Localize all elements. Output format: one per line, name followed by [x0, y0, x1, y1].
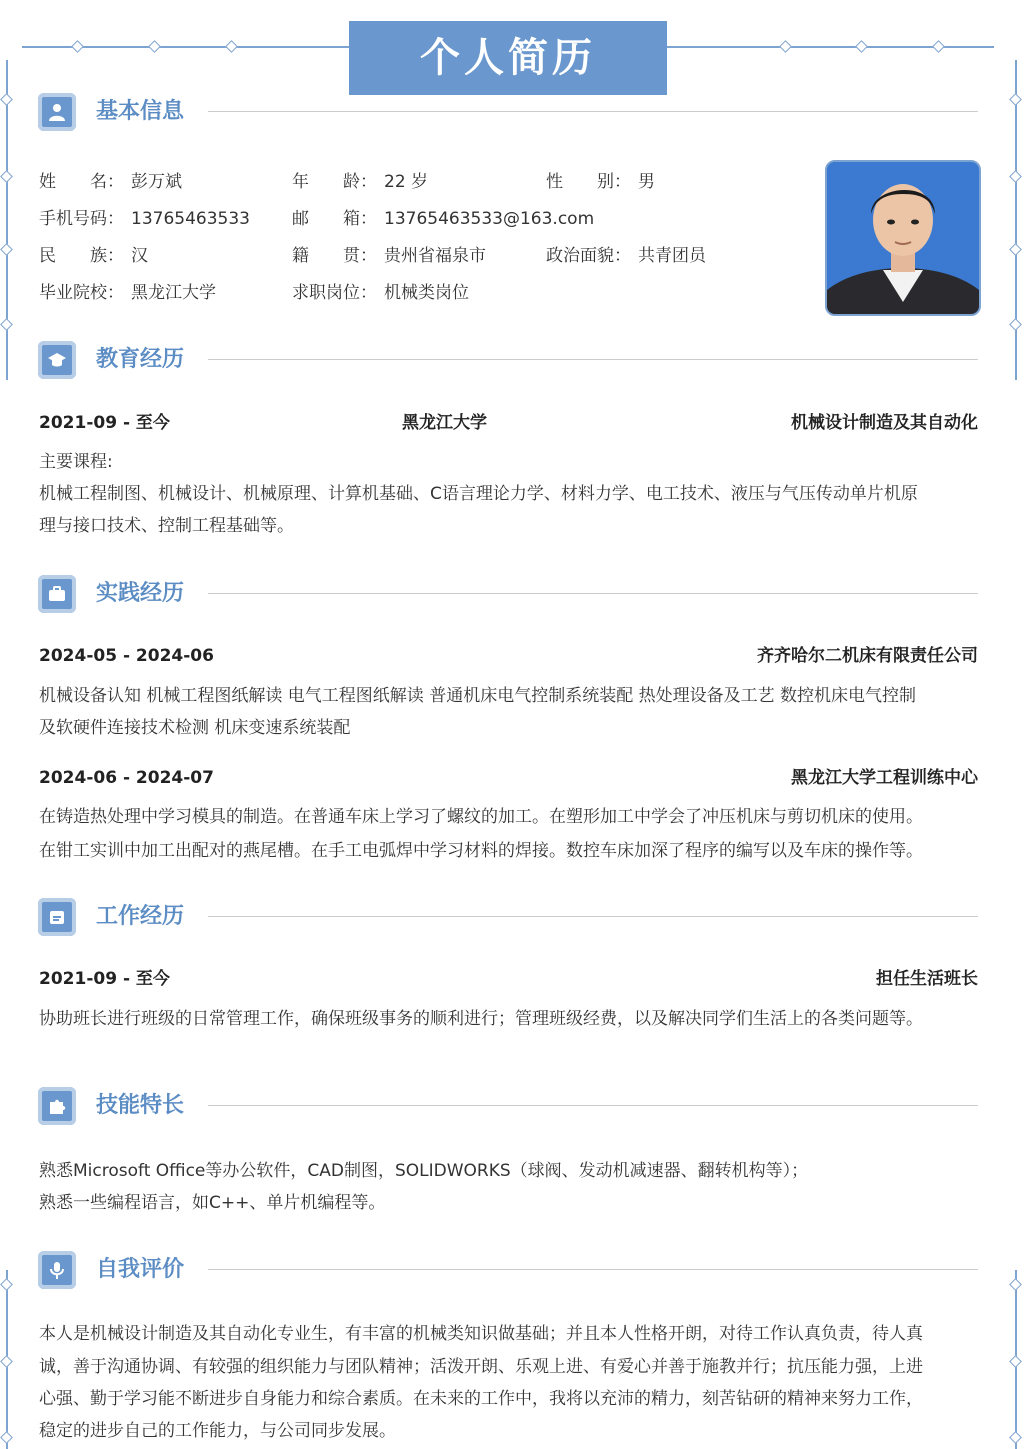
page-title: 个人简历: [349, 21, 667, 95]
info-value: 汉: [131, 246, 148, 266]
info-label: 毕业院校：: [39, 283, 124, 303]
frame-diamond: [932, 40, 945, 53]
frame-diamond: [1009, 1355, 1022, 1368]
section-divider: [208, 1105, 978, 1106]
info-value: 贵州省福泉市: [384, 246, 486, 266]
practice-desc-line: 及软硬件连接技术检测 机床变速系统装配: [39, 718, 351, 738]
education-school: 黑龙江大学: [402, 413, 487, 433]
frame-side-right: [1015, 60, 1017, 380]
practice-period: 2024-05 - 2024-06: [39, 646, 214, 666]
info-gender: [546, 171, 655, 193]
practice-desc-line: 在铸造热处理中学习模具的制造。在普通车床上学习了螺纹的加工。在塑形加工中学会了冲压机床与剪切机床的使用。: [39, 807, 923, 827]
section-practice: [38, 575, 978, 615]
frame-side-left: [6, 60, 8, 380]
info-ethnicity: [39, 245, 148, 267]
info-value: 13765463533: [131, 209, 250, 229]
work-period: 2021-09 - 至今: [39, 969, 170, 989]
info-label: 邮 箱：: [292, 209, 377, 229]
section-divider: [208, 1269, 978, 1270]
frame-diamond: [1009, 93, 1022, 106]
info-name: [39, 171, 182, 193]
frame-diamond: [1009, 1431, 1022, 1444]
info-label: 政治面貌：: [546, 246, 631, 266]
info-school: [39, 282, 216, 304]
info-politics: [546, 245, 706, 267]
user-icon: [38, 93, 76, 131]
frame-diamond: [0, 1431, 13, 1444]
frame-diamond: [1009, 170, 1022, 183]
section-basic-info: [38, 93, 978, 133]
info-phone: [39, 208, 250, 230]
info-value: 男: [638, 172, 655, 192]
education-period: 2021-09 - 至今: [39, 413, 170, 433]
frame-diamond: [71, 40, 84, 53]
section-divider: [208, 359, 978, 360]
info-origin: [292, 245, 486, 267]
courses-label: 主要课程:: [39, 452, 113, 472]
section-education: [38, 341, 978, 381]
info-age: [292, 171, 428, 193]
info-job: [292, 282, 469, 304]
frame-diamond: [0, 243, 13, 256]
info-value: 机械类岗位: [384, 283, 469, 303]
info-label: 手机号码：: [39, 209, 124, 229]
info-label: 姓 名：: [39, 172, 124, 192]
frame-diamond: [0, 1278, 13, 1291]
info-label: 求职岗位：: [292, 283, 377, 303]
info-value: 黑龙江大学: [131, 283, 216, 303]
skills-line: 熟悉Microsoft Office等办公软件，CAD制图，SOLIDWORKS（球阀、发动机减速器、翻转机构等）；: [39, 1161, 809, 1181]
graduation-cap-icon: [38, 341, 76, 379]
work-desc: 协助班长进行班级的日常管理工作，确保班级事务的顺利进行；管理班级经费，以及解决同学们生活上的各类问题等。: [39, 1009, 923, 1029]
frame-diamond: [1009, 318, 1022, 331]
info-email: [292, 208, 594, 230]
work-role: 担任生活班长: [876, 969, 978, 989]
frame-diamond: [779, 40, 792, 53]
info-value: 彭万斌: [131, 172, 182, 192]
info-label: 民 族：: [39, 246, 124, 266]
frame-diamond: [855, 40, 868, 53]
section-title: 教育经历: [96, 347, 185, 372]
education-major: 机械设计制造及其自动化: [791, 413, 978, 433]
frame-diamond: [0, 170, 13, 183]
practice-org: 黑龙江大学工程训练中心: [791, 768, 978, 788]
info-value: 共青团员: [638, 246, 706, 266]
microphone-icon: [38, 1251, 76, 1289]
self-eval-line: 稳定的进步自己的工作能力，与公司同步发展。: [39, 1421, 396, 1441]
practice-period: 2024-06 - 2024-07: [39, 768, 214, 788]
frame-diamond: [0, 318, 13, 331]
section-title: 基本信息: [96, 99, 185, 124]
practice-desc-line: 机械设备认知 机械工程图纸解读 电气工程图纸解读 普通机床电气控制系统装配 热处理设备及工艺 数控机床电气控制: [39, 686, 917, 706]
practice-org: 齐齐哈尔二机床有限责任公司: [757, 646, 978, 666]
section-divider: [208, 593, 978, 594]
frame-diamond: [0, 93, 13, 106]
practice-desc-line: 在钳工实训中加工出配对的燕尾槽。在手工电弧焊中学习材料的焊接。数控车床加深了程序的编写以及车床的操作等。: [39, 841, 923, 861]
puzzle-icon: [38, 1087, 76, 1125]
section-title: 工作经历: [96, 904, 185, 929]
section-divider: [208, 111, 978, 112]
courses-line: 理与接口技术、控制工程基础等。: [39, 516, 294, 536]
section-title: 技能特长: [96, 1093, 185, 1118]
info-label: 性 别：: [546, 172, 631, 192]
courses-line: 机械工程制图、机械设计、机械原理、计算机基础、C语言理论力学、材料力学、电工技术、液压与气压传动单片机原: [39, 484, 918, 504]
self-eval-line: 诚，善于沟通协调、有较强的组织能力与团队精神；活泼开朗、乐观上进、有爱心并善于施教并行；抗压能力强，上进: [39, 1357, 923, 1377]
frame-diamond: [1009, 243, 1022, 256]
section-title: 自我评价: [96, 1257, 185, 1282]
info-label: 籍 贯：: [292, 246, 377, 266]
info-label: 年 龄：: [292, 172, 377, 192]
section-work: [38, 898, 978, 938]
profile-photo: [825, 160, 981, 316]
section-divider: [208, 916, 978, 917]
section-skills: [38, 1087, 978, 1127]
skills-line: 熟悉一些编程语言，如C++、单片机编程等。: [39, 1193, 386, 1213]
self-eval-line: 本人是机械设计制造及其自动化专业生，有丰富的机械类知识做基础；并且本人性格开朗，对待工作认真负责，待人真: [39, 1324, 923, 1344]
frame-diamond: [0, 1355, 13, 1368]
info-value: 13765463533@163.com: [384, 209, 595, 229]
frame-diamond: [225, 40, 238, 53]
frame-diamond: [148, 40, 161, 53]
section-title: 实践经历: [96, 581, 185, 606]
info-value: 22 岁: [384, 172, 429, 192]
briefcase-icon: [38, 575, 76, 613]
self-eval-line: 心强、勤于学习能不断进步自身能力和综合素质。在未来的工作中，我将以充沛的精力，刻苦钻研的精神来努力工作，: [39, 1389, 923, 1409]
calendar-icon: [38, 898, 76, 936]
section-self-evaluation: [38, 1251, 978, 1291]
frame-diamond: [1009, 1278, 1022, 1291]
